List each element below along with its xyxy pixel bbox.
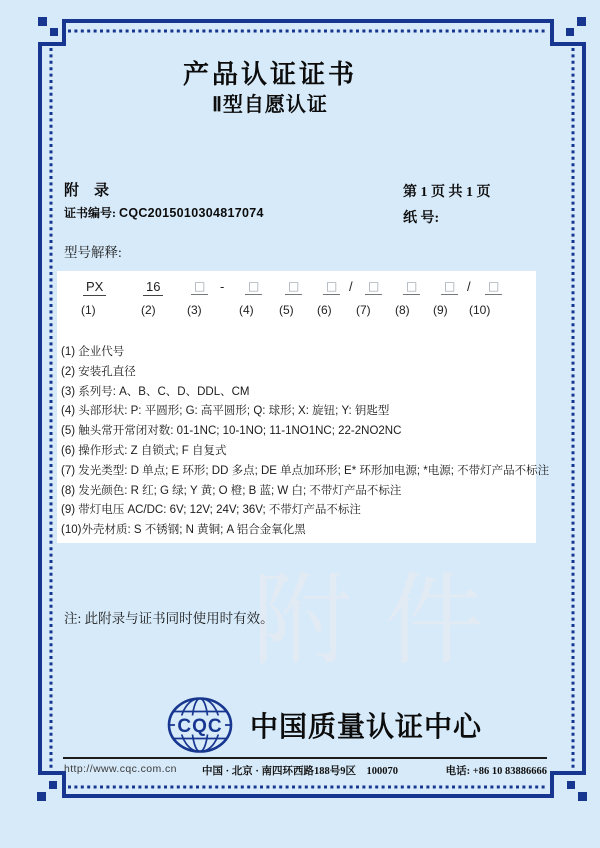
organization-row [167,696,482,754]
model-code-position: (3) [187,303,202,317]
attachment-watermark: 附件 [252,566,516,677]
model-code-position: (10) [469,303,491,317]
model-code-separator: / [349,279,353,294]
model-items-list [61,343,550,541]
model-code-token: □ [191,279,208,295]
model-code-separator: - [220,279,225,294]
model-item: (3) 系列号: A、B、C、D、DDL、CM [61,385,250,398]
model-item: (10)外壳材质: S 不锈钢; N 黄铜; A 铝合金氧化黑 [61,524,306,537]
certificate-number-value: CQC2015010304817074 [119,206,264,220]
model-code-token: □ [365,279,382,295]
model-code-token: □ [485,279,502,295]
model-code-positions-row [57,303,536,319]
model-code-token: 16 [143,279,163,296]
footer-divider [63,757,547,759]
model-code-position: (4) [239,303,254,317]
appendix-label: 附 录 [64,183,110,199]
model-code-token: □ [285,279,302,295]
model-item: (4) 头部形状: P: 平圆形; G: 高平圆形; Q: 球形; X: 旋钮; Y: 钥匙型 [61,405,390,418]
model-code-position: (6) [317,303,332,317]
model-code-token: □ [245,279,262,295]
organization-name: 中国质量认证中心 [250,711,483,742]
model-code-position: (9) [433,303,448,317]
page-count: 第 1 页 共 1 页 [403,185,491,200]
model-item: (1) 企业代号 [61,346,125,358]
certificate-subtitle: Ⅱ型自愿认证 [212,94,328,116]
model-code-token: □ [441,279,458,295]
certificate-number-row [64,204,264,221]
footer-phone: 电话: +86 10 83886666 [445,766,547,777]
model-code-position: (5) [279,303,294,317]
model-code-panel [57,271,550,543]
model-explanation-heading: 型号解释: [64,245,122,260]
model-item: (9) 带灯电压 AC/DC: 6V; 12V; 24V; 36V; 不带灯产品不标注 [61,504,361,517]
model-code-token: □ [403,279,420,295]
cqc-logo-text: CQC [177,716,223,737]
paper-number-label: 纸 号: [403,211,440,226]
certificate-number-label: 证书编号: [64,206,116,220]
model-code-token: □ [323,279,340,295]
model-code-separator: / [467,279,471,294]
model-code-position: (7) [356,303,371,317]
footer-address: 中国 · 北京 · 南四环西路188号9区 100070 [201,766,398,777]
cqc-globe-icon [167,696,233,754]
certificate-title: 产品认证证书 [182,59,357,89]
model-item: (2) 安装孔直径 [61,365,136,378]
model-item: (5) 触头常开常闭对数: 01-1NC; 10-1NO; 11-1NO1NC; 22-2NO2NC [61,425,402,438]
model-code-position: (1) [81,303,96,317]
model-code-token: PX [83,279,106,296]
model-code-position: (8) [395,303,410,317]
model-code-position: (2) [141,303,156,317]
model-code-symbols-row [57,279,536,301]
validity-note: 注: 此附录与证书同时使用时有效。 [64,611,274,626]
footer-website: http://www.cqc.com.cn [64,763,177,775]
model-item: (7) 发光类型: D 单点; E 环形; DD 多点; DE 单点加环形; E* 环形加电源; *电源; 不带灯产品不标注 [61,464,550,477]
model-item: (8) 发光颜色: R 红; G 绿; Y 黄; O 橙; B 蓝; W 白; 不带灯产品不标注 [61,484,402,497]
model-item: (6) 操作形式: Z 自锁式; F 自复式 [61,444,227,457]
